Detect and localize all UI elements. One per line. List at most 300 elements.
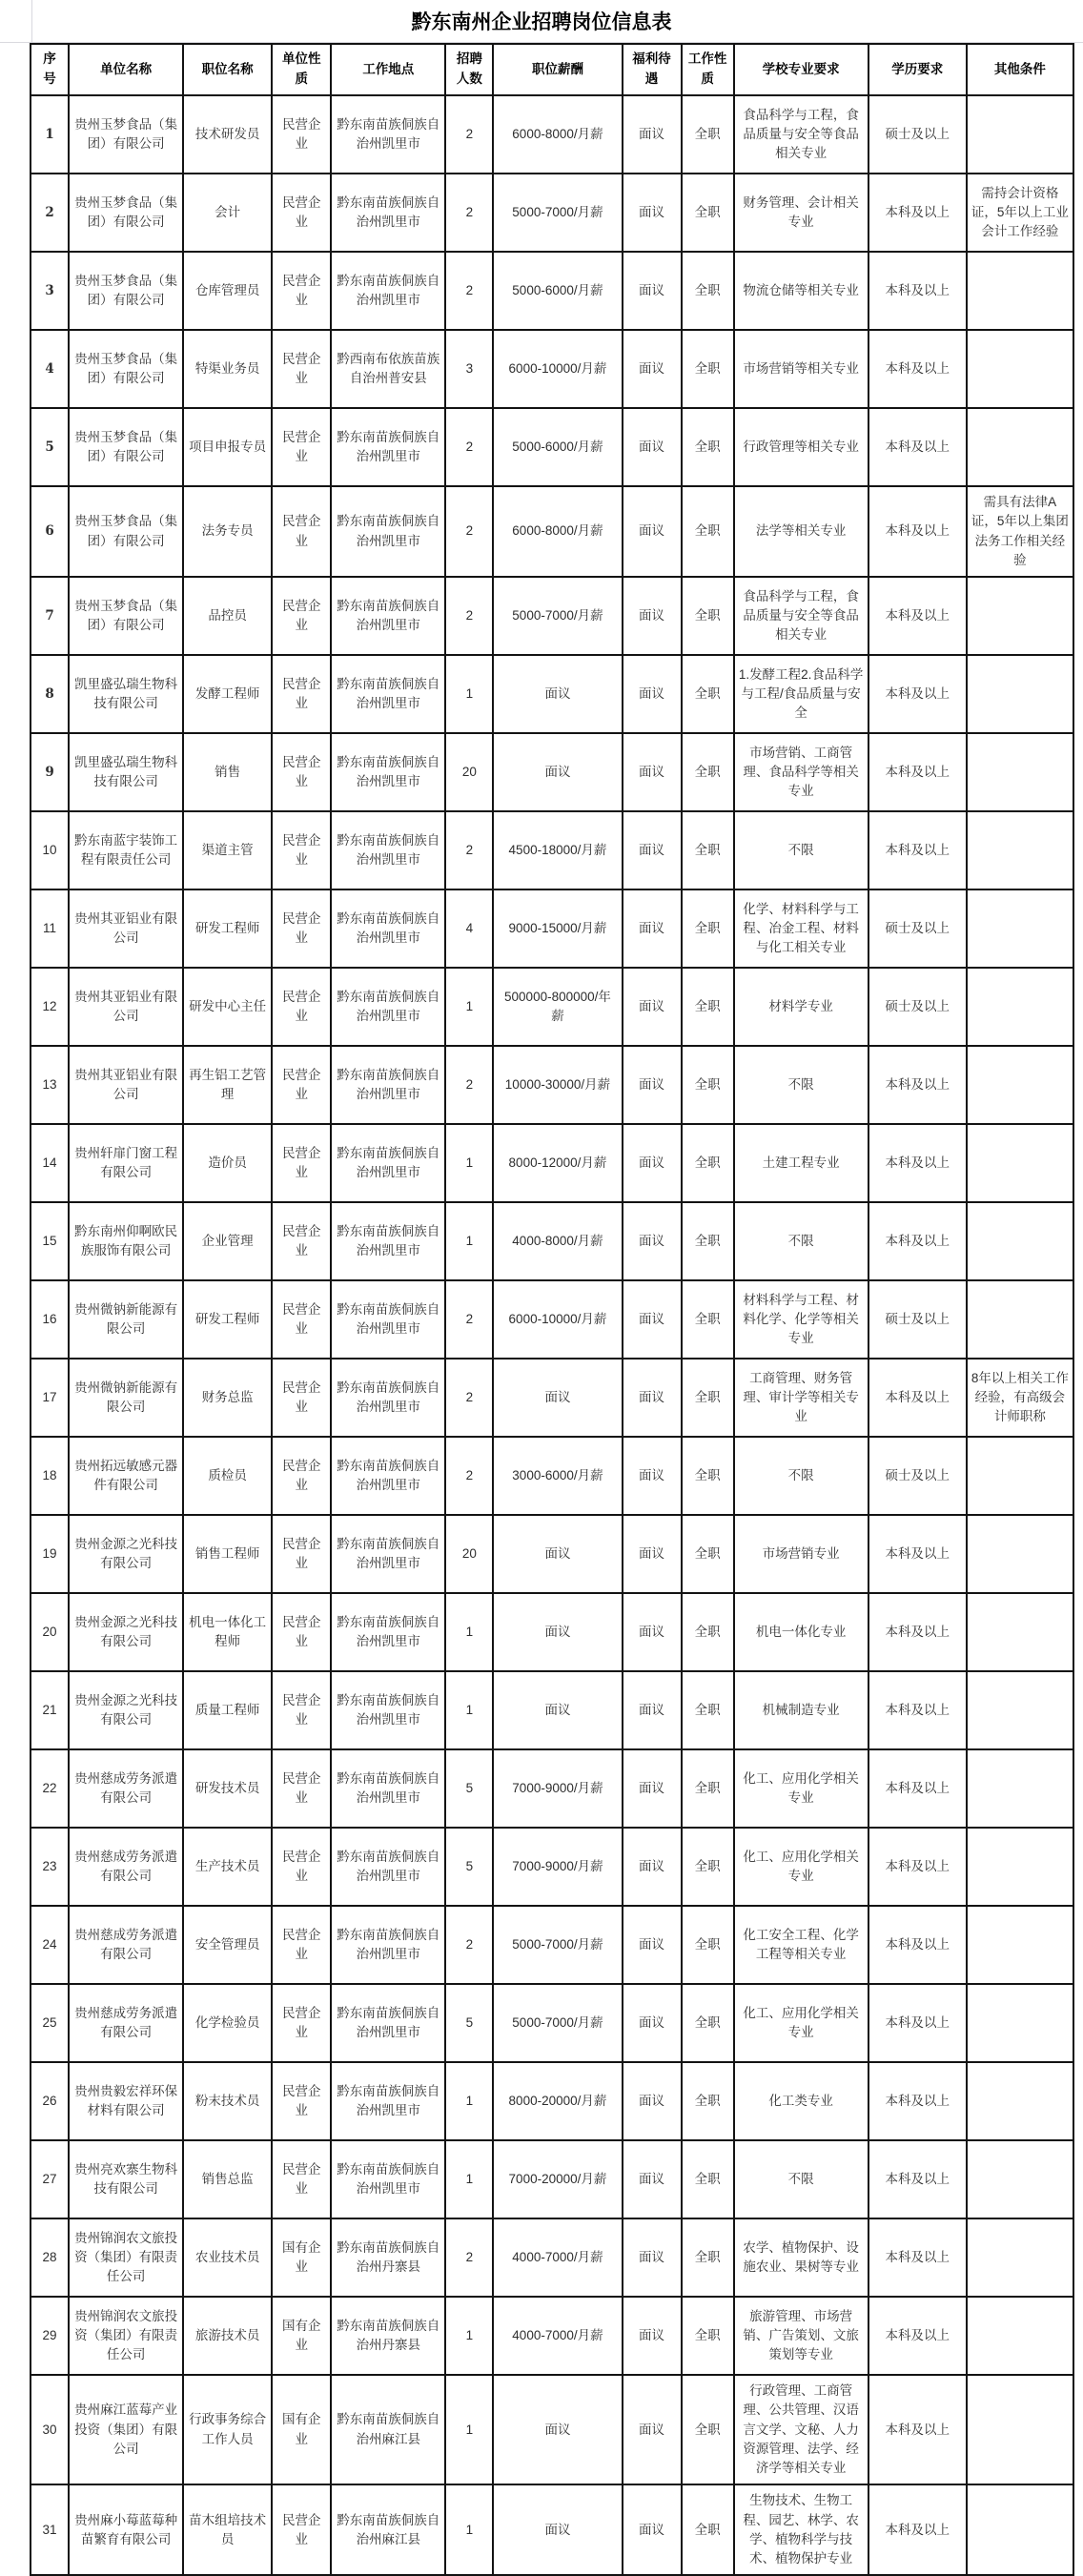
cell-position: 会计 (183, 174, 272, 252)
cell-major-req: 化工、应用化学相关专业 (734, 1828, 868, 1906)
cell-company-type: 民营企业 (272, 1515, 331, 1593)
cell-index: 31 (31, 2484, 69, 2575)
cell-work-type: 全职 (682, 1124, 734, 1202)
cell-company-type: 民营企业 (272, 1984, 331, 2062)
cell-salary: 7000-20000/月薪 (493, 2140, 622, 2218)
table-row (31, 1984, 1073, 2062)
cell-index: 10 (31, 811, 69, 889)
table-row (31, 2484, 1073, 2575)
cell-benefits: 面议 (623, 1046, 682, 1124)
table-row (31, 889, 1073, 968)
cell-index: 6 (31, 486, 69, 577)
cell-company: 贵州轩扉门窗工程有限公司 (69, 1124, 183, 1202)
cell-location: 黔东南苗族侗族自治州凯里市 (331, 2062, 445, 2140)
table-row (31, 2062, 1073, 2140)
cell-location: 黔东南苗族侗族自治州凯里市 (331, 1671, 445, 1749)
cell-benefits: 面议 (623, 1671, 682, 1749)
cell-index: 28 (31, 2218, 69, 2297)
cell-position: 化学检验员 (183, 1984, 272, 2062)
cell-salary: 5000-7000/月薪 (493, 577, 622, 655)
cell-benefits: 面议 (623, 1593, 682, 1671)
cell-headcount: 2 (445, 1906, 493, 1984)
cell-company: 贵州其亚铝业有限公司 (69, 968, 183, 1046)
cell-index: 12 (31, 968, 69, 1046)
cell-index: 19 (31, 1515, 69, 1593)
col-header-work-type: 工作性质 (682, 44, 734, 95)
cell-benefits: 面议 (623, 330, 682, 408)
col-header-benefits: 福利待遇 (623, 44, 682, 95)
cell-index: 25 (31, 1984, 69, 2062)
table-row (31, 577, 1073, 655)
cell-other-req: 需具有法律A证，5年以上集团法务工作相关经验 (967, 486, 1073, 577)
cell-other-req: 8年以上相关工作经验，有高级会计师职称 (967, 1359, 1073, 1437)
cell-position: 生产技术员 (183, 1828, 272, 1906)
cell-education-req: 本科及以上 (868, 2375, 967, 2484)
cell-location: 黔东南苗族侗族自治州凯里市 (331, 1280, 445, 1359)
cell-education-req: 本科及以上 (868, 486, 967, 577)
cell-major-req: 材料科学与工程、材料化学、化学等相关专业 (734, 1280, 868, 1359)
cell-company: 贵州金源之光科技有限公司 (69, 1671, 183, 1749)
cell-education-req: 本科及以上 (868, 1359, 967, 1437)
cell-index: 7 (31, 577, 69, 655)
cell-other-req (967, 1046, 1073, 1124)
cell-work-type: 全职 (682, 1828, 734, 1906)
cell-education-req: 本科及以上 (868, 1671, 967, 1749)
cell-other-req (967, 2297, 1073, 2375)
cell-other-req (967, 577, 1073, 655)
cell-location: 黔东南苗族侗族自治州丹寨县 (331, 2297, 445, 2375)
cell-position: 安全管理员 (183, 1906, 272, 1984)
cell-education-req: 本科及以上 (868, 1828, 967, 1906)
cell-index: 4 (31, 330, 69, 408)
cell-position: 再生铝工艺管理 (183, 1046, 272, 1124)
col-header-other-req: 其他条件 (967, 44, 1073, 95)
cell-headcount: 1 (445, 655, 493, 733)
col-header-headcount: 招聘人数 (445, 44, 493, 95)
cell-work-type: 全职 (682, 2297, 734, 2375)
cell-salary: 6000-8000/月薪 (493, 95, 622, 174)
cell-company: 贵州微钠新能源有限公司 (69, 1280, 183, 1359)
cell-work-type: 全职 (682, 486, 734, 577)
cell-salary: 6000-8000/月薪 (493, 486, 622, 577)
cell-location: 黔东南苗族侗族自治州凯里市 (331, 408, 445, 486)
cell-headcount: 2 (445, 252, 493, 330)
cell-work-type: 全职 (682, 2062, 734, 2140)
cell-company-type: 民营企业 (272, 2484, 331, 2575)
cell-index: 27 (31, 2140, 69, 2218)
cell-company: 黔东南州仰啊欧民族服饰有限公司 (69, 1202, 183, 1280)
cell-index: 14 (31, 1124, 69, 1202)
cell-position: 质检员 (183, 1437, 272, 1515)
table-row (31, 1359, 1073, 1437)
cell-index: 13 (31, 1046, 69, 1124)
cell-salary: 面议 (493, 1671, 622, 1749)
cell-position: 旅游技术员 (183, 2297, 272, 2375)
cell-company: 贵州其亚铝业有限公司 (69, 1046, 183, 1124)
cell-benefits: 面议 (623, 1515, 682, 1593)
col-header-position: 职位名称 (183, 44, 272, 95)
table-row (31, 252, 1073, 330)
cell-benefits: 面议 (623, 733, 682, 811)
cell-education-req: 本科及以上 (868, 811, 967, 889)
cell-location: 黔东南苗族侗族自治州凯里市 (331, 95, 445, 174)
cell-major-req: 物流仓储等相关专业 (734, 252, 868, 330)
cell-position: 特渠业务员 (183, 330, 272, 408)
cell-major-req: 工商管理、财务管理、审计学等相关专业 (734, 1359, 868, 1437)
cell-other-req (967, 330, 1073, 408)
cell-headcount: 20 (445, 733, 493, 811)
cell-index: 8 (31, 655, 69, 733)
cell-company-type: 国有企业 (272, 2375, 331, 2484)
cell-education-req: 硕士及以上 (868, 968, 967, 1046)
cell-position: 农业技术员 (183, 2218, 272, 2297)
cell-location: 黔东南苗族侗族自治州凯里市 (331, 1359, 445, 1437)
table-row (31, 1828, 1073, 1906)
cell-work-type: 全职 (682, 1359, 734, 1437)
table-row (31, 1124, 1073, 1202)
cell-major-req: 旅游管理、市场营销、广告策划、文旅策划等专业 (734, 2297, 868, 2375)
cell-headcount: 1 (445, 1124, 493, 1202)
table-row (31, 1593, 1073, 1671)
table-row (31, 655, 1073, 733)
cell-location: 黔东南苗族侗族自治州凯里市 (331, 655, 445, 733)
cell-position: 财务总监 (183, 1359, 272, 1437)
table-row (31, 1906, 1073, 1984)
cell-index: 24 (31, 1906, 69, 1984)
cell-salary: 4000-7000/月薪 (493, 2297, 622, 2375)
cell-location: 黔东南苗族侗族自治州麻江县 (331, 2484, 445, 2575)
cell-major-req: 食品科学与工程，食品质量与安全等食品相关专业 (734, 95, 868, 174)
cell-major-req: 机电一体化专业 (734, 1593, 868, 1671)
table-row (31, 2218, 1073, 2297)
cell-company: 贵州贵毅宏祥环保材料有限公司 (69, 2062, 183, 2140)
cell-other-req (967, 733, 1073, 811)
cell-company: 贵州玉梦食品（集团）有限公司 (69, 330, 183, 408)
cell-work-type: 全职 (682, 2484, 734, 2575)
cell-location: 黔东南苗族侗族自治州凯里市 (331, 577, 445, 655)
cell-benefits: 面议 (623, 2375, 682, 2484)
cell-position: 仓库管理员 (183, 252, 272, 330)
cell-education-req: 本科及以上 (868, 1593, 967, 1671)
cell-work-type: 全职 (682, 1749, 734, 1828)
cell-company: 贵州锦润农文旅投资（集团）有限责任公司 (69, 2297, 183, 2375)
cell-company: 贵州麻江蓝莓产业投资（集团）有限公司 (69, 2375, 183, 2484)
cell-company: 贵州金源之光科技有限公司 (69, 1593, 183, 1671)
col-header-index: 序号 (31, 44, 69, 95)
cell-location: 黔东南苗族侗族自治州凯里市 (331, 968, 445, 1046)
cell-position: 企业管理 (183, 1202, 272, 1280)
cell-location: 黔东南苗族侗族自治州凯里市 (331, 1749, 445, 1828)
cell-headcount: 2 (445, 577, 493, 655)
cell-company-type: 民营企业 (272, 1202, 331, 1280)
cell-position: 行政事务综合工作人员 (183, 2375, 272, 2484)
cell-company-type: 民营企业 (272, 1749, 331, 1828)
cell-headcount: 3 (445, 330, 493, 408)
cell-company: 贵州微钠新能源有限公司 (69, 1359, 183, 1437)
cell-company: 贵州锦润农文旅投资（集团）有限责任公司 (69, 2218, 183, 2297)
cell-position: 品控员 (183, 577, 272, 655)
cell-company-type: 民营企业 (272, 1593, 331, 1671)
cell-benefits: 面议 (623, 2140, 682, 2218)
cell-headcount: 1 (445, 2375, 493, 2484)
cell-work-type: 全职 (682, 2218, 734, 2297)
cell-index: 2 (31, 174, 69, 252)
cell-education-req: 本科及以上 (868, 655, 967, 733)
cell-other-req (967, 1280, 1073, 1359)
cell-index: 9 (31, 733, 69, 811)
cell-other-req (967, 408, 1073, 486)
cell-location: 黔东南苗族侗族自治州丹寨县 (331, 2218, 445, 2297)
cell-salary: 5000-7000/月薪 (493, 174, 622, 252)
cell-headcount: 5 (445, 1828, 493, 1906)
cell-headcount: 4 (445, 889, 493, 968)
cell-location: 黔东南苗族侗族自治州麻江县 (331, 2375, 445, 2484)
cell-company: 贵州玉梦食品（集团）有限公司 (69, 252, 183, 330)
cell-major-req: 材料学专业 (734, 968, 868, 1046)
cell-index: 29 (31, 2297, 69, 2375)
cell-index: 18 (31, 1437, 69, 1515)
cell-location: 黔东南苗族侗族自治州凯里市 (331, 1124, 445, 1202)
cell-salary: 8000-20000/月薪 (493, 2062, 622, 2140)
cell-salary: 4000-7000/月薪 (493, 2218, 622, 2297)
cell-education-req: 本科及以上 (868, 2140, 967, 2218)
cell-other-req (967, 655, 1073, 733)
cell-benefits: 面议 (623, 1202, 682, 1280)
cell-company-type: 民营企业 (272, 655, 331, 733)
cell-other-req (967, 252, 1073, 330)
cell-headcount: 1 (445, 2062, 493, 2140)
cell-education-req: 本科及以上 (868, 1515, 967, 1593)
recruitment-table (30, 43, 1074, 2576)
table-row (31, 2140, 1073, 2218)
cell-position: 造价员 (183, 1124, 272, 1202)
cell-headcount: 2 (445, 1437, 493, 1515)
cell-other-req (967, 811, 1073, 889)
cell-index: 22 (31, 1749, 69, 1828)
table-row (31, 486, 1073, 577)
cell-work-type: 全职 (682, 330, 734, 408)
cell-company: 贵州玉梦食品（集团）有限公司 (69, 577, 183, 655)
cell-major-req: 化工安全工程、化学工程等相关专业 (734, 1906, 868, 1984)
cell-benefits: 面议 (623, 1749, 682, 1828)
cell-company-type: 民营企业 (272, 1437, 331, 1515)
cell-position: 项目申报专员 (183, 408, 272, 486)
cell-major-req: 不限 (734, 2140, 868, 2218)
cell-company-type: 民营企业 (272, 1828, 331, 1906)
cell-benefits: 面议 (623, 811, 682, 889)
cell-education-req: 本科及以上 (868, 2297, 967, 2375)
cell-location: 黔东南苗族侗族自治州凯里市 (331, 2140, 445, 2218)
cell-benefits: 面议 (623, 968, 682, 1046)
cell-location: 黔东南苗族侗族自治州凯里市 (331, 811, 445, 889)
table-row (31, 1671, 1073, 1749)
cell-major-req: 不限 (734, 1046, 868, 1124)
table-row (31, 95, 1073, 174)
cell-other-req (967, 1749, 1073, 1828)
cell-benefits: 面议 (623, 577, 682, 655)
cell-work-type: 全职 (682, 1984, 734, 2062)
cell-company: 凯里盛弘瑞生物科技有限公司 (69, 733, 183, 811)
cell-benefits: 面议 (623, 1906, 682, 1984)
cell-other-req (967, 2218, 1073, 2297)
cell-location: 黔东南苗族侗族自治州凯里市 (331, 1202, 445, 1280)
cell-work-type: 全职 (682, 733, 734, 811)
cell-index: 30 (31, 2375, 69, 2484)
cell-education-req: 本科及以上 (868, 1906, 967, 1984)
cell-headcount: 2 (445, 1359, 493, 1437)
cell-position: 销售总监 (183, 2140, 272, 2218)
cell-major-req: 法学等相关专业 (734, 486, 868, 577)
cell-company: 贵州慈成劳务派遣有限公司 (69, 1749, 183, 1828)
cell-other-req (967, 2062, 1073, 2140)
cell-major-req: 市场营销等相关专业 (734, 330, 868, 408)
cell-location: 黔东南苗族侗族自治州凯里市 (331, 1984, 445, 2062)
cell-salary: 面议 (493, 733, 622, 811)
cell-salary: 9000-15000/月薪 (493, 889, 622, 968)
cell-position: 粉末技术员 (183, 2062, 272, 2140)
cell-headcount: 5 (445, 1984, 493, 2062)
cell-benefits: 面议 (623, 1124, 682, 1202)
cell-index: 16 (31, 1280, 69, 1359)
table-row (31, 1280, 1073, 1359)
table-row (31, 733, 1073, 811)
cell-company-type: 国有企业 (272, 2297, 331, 2375)
cell-headcount: 2 (445, 408, 493, 486)
cell-salary: 4500-18000/月薪 (493, 811, 622, 889)
table-row (31, 2375, 1073, 2484)
cell-location: 黔东南苗族侗族自治州凯里市 (331, 1906, 445, 1984)
cell-company: 贵州玉梦食品（集团）有限公司 (69, 486, 183, 577)
cell-position: 技术研发员 (183, 95, 272, 174)
cell-location: 黔东南苗族侗族自治州凯里市 (331, 1515, 445, 1593)
cell-work-type: 全职 (682, 2375, 734, 2484)
cell-major-req: 食品科学与工程，食品质量与安全等食品相关专业 (734, 577, 868, 655)
cell-location: 黔西南布依族苗族自治州普安县 (331, 330, 445, 408)
cell-work-type: 全职 (682, 174, 734, 252)
cell-benefits: 面议 (623, 1359, 682, 1437)
cell-benefits: 面议 (623, 486, 682, 577)
cell-company-type: 民营企业 (272, 1906, 331, 1984)
cell-major-req: 化工、应用化学相关专业 (734, 1749, 868, 1828)
cell-index: 21 (31, 1671, 69, 1749)
cell-position: 销售 (183, 733, 272, 811)
cell-company-type: 民营企业 (272, 1046, 331, 1124)
cell-work-type: 全职 (682, 2140, 734, 2218)
cell-headcount: 20 (445, 1515, 493, 1593)
cell-company: 贵州麻小莓蓝莓种苗繁育有限公司 (69, 2484, 183, 2575)
cell-company: 贵州亮欢寨生物科技有限公司 (69, 2140, 183, 2218)
cell-company-type: 民营企业 (272, 95, 331, 174)
cell-salary: 7000-9000/月薪 (493, 1749, 622, 1828)
cell-position: 销售工程师 (183, 1515, 272, 1593)
cell-index: 3 (31, 252, 69, 330)
cell-salary: 面议 (493, 1593, 622, 1671)
cell-location: 黔东南苗族侗族自治州凯里市 (331, 486, 445, 577)
cell-company-type: 民营企业 (272, 252, 331, 330)
col-header-salary: 职位薪酬 (493, 44, 622, 95)
cell-education-req: 本科及以上 (868, 1984, 967, 2062)
col-header-company: 单位名称 (69, 44, 183, 95)
cell-headcount: 1 (445, 1593, 493, 1671)
table-row (31, 174, 1073, 252)
cell-position: 苗木组培技术员 (183, 2484, 272, 2575)
cell-salary: 面议 (493, 655, 622, 733)
cell-position: 研发中心主任 (183, 968, 272, 1046)
cell-index: 23 (31, 1828, 69, 1906)
cell-benefits: 面议 (623, 1984, 682, 2062)
cell-salary: 4000-8000/月薪 (493, 1202, 622, 1280)
cell-company-type: 民营企业 (272, 1124, 331, 1202)
cell-company: 贵州慈成劳务派遣有限公司 (69, 1984, 183, 2062)
cell-company-type: 民营企业 (272, 174, 331, 252)
cell-salary: 面议 (493, 2484, 622, 2575)
cell-other-req (967, 1437, 1073, 1515)
cell-work-type: 全职 (682, 1202, 734, 1280)
cell-salary: 5000-7000/月薪 (493, 1984, 622, 2062)
cell-headcount: 2 (445, 1046, 493, 1124)
cell-other-req (967, 1906, 1073, 1984)
table-row (31, 330, 1073, 408)
cell-company-type: 民营企业 (272, 1359, 331, 1437)
cell-position: 研发工程师 (183, 1280, 272, 1359)
cell-headcount: 1 (445, 2140, 493, 2218)
cell-major-req: 机械制造专业 (734, 1671, 868, 1749)
cell-education-req: 本科及以上 (868, 252, 967, 330)
cell-headcount: 2 (445, 1280, 493, 1359)
cell-location: 黔东南苗族侗族自治州凯里市 (331, 1437, 445, 1515)
cell-other-req (967, 1515, 1073, 1593)
cell-company-type: 民营企业 (272, 2062, 331, 2140)
cell-other-req (967, 1828, 1073, 1906)
cell-major-req: 化工类专业 (734, 2062, 868, 2140)
cell-position: 发酵工程师 (183, 655, 272, 733)
cell-company-type: 民营企业 (272, 486, 331, 577)
cell-work-type: 全职 (682, 1280, 734, 1359)
cell-benefits: 面议 (623, 1437, 682, 1515)
cell-headcount: 2 (445, 811, 493, 889)
cell-location: 黔东南苗族侗族自治州凯里市 (331, 1046, 445, 1124)
cell-company-type: 民营企业 (272, 2140, 331, 2218)
cell-company: 贵州金源之光科技有限公司 (69, 1515, 183, 1593)
cell-major-req: 不限 (734, 811, 868, 889)
cell-position: 质量工程师 (183, 1671, 272, 1749)
table-header (31, 44, 1073, 95)
table-row (31, 1749, 1073, 1828)
cell-other-req (967, 1593, 1073, 1671)
cell-benefits: 面议 (623, 2062, 682, 2140)
cell-headcount: 1 (445, 2297, 493, 2375)
cell-work-type: 全职 (682, 811, 734, 889)
cell-education-req: 本科及以上 (868, 577, 967, 655)
col-header-location: 工作地点 (331, 44, 445, 95)
cell-education-req: 硕士及以上 (868, 1437, 967, 1515)
cell-work-type: 全职 (682, 252, 734, 330)
cell-benefits: 面议 (623, 408, 682, 486)
cell-work-type: 全职 (682, 95, 734, 174)
cell-headcount: 2 (445, 486, 493, 577)
header-row (31, 44, 1073, 95)
cell-benefits: 面议 (623, 1828, 682, 1906)
table-row (31, 408, 1073, 486)
cell-index: 20 (31, 1593, 69, 1671)
cell-education-req: 本科及以上 (868, 2484, 967, 2575)
cell-position: 研发工程师 (183, 889, 272, 968)
cell-education-req: 本科及以上 (868, 2218, 967, 2297)
col-header-major-req: 学校专业要求 (734, 44, 868, 95)
cell-company: 贵州玉梦食品（集团）有限公司 (69, 174, 183, 252)
cell-headcount: 1 (445, 1202, 493, 1280)
cell-other-req (967, 2484, 1073, 2575)
